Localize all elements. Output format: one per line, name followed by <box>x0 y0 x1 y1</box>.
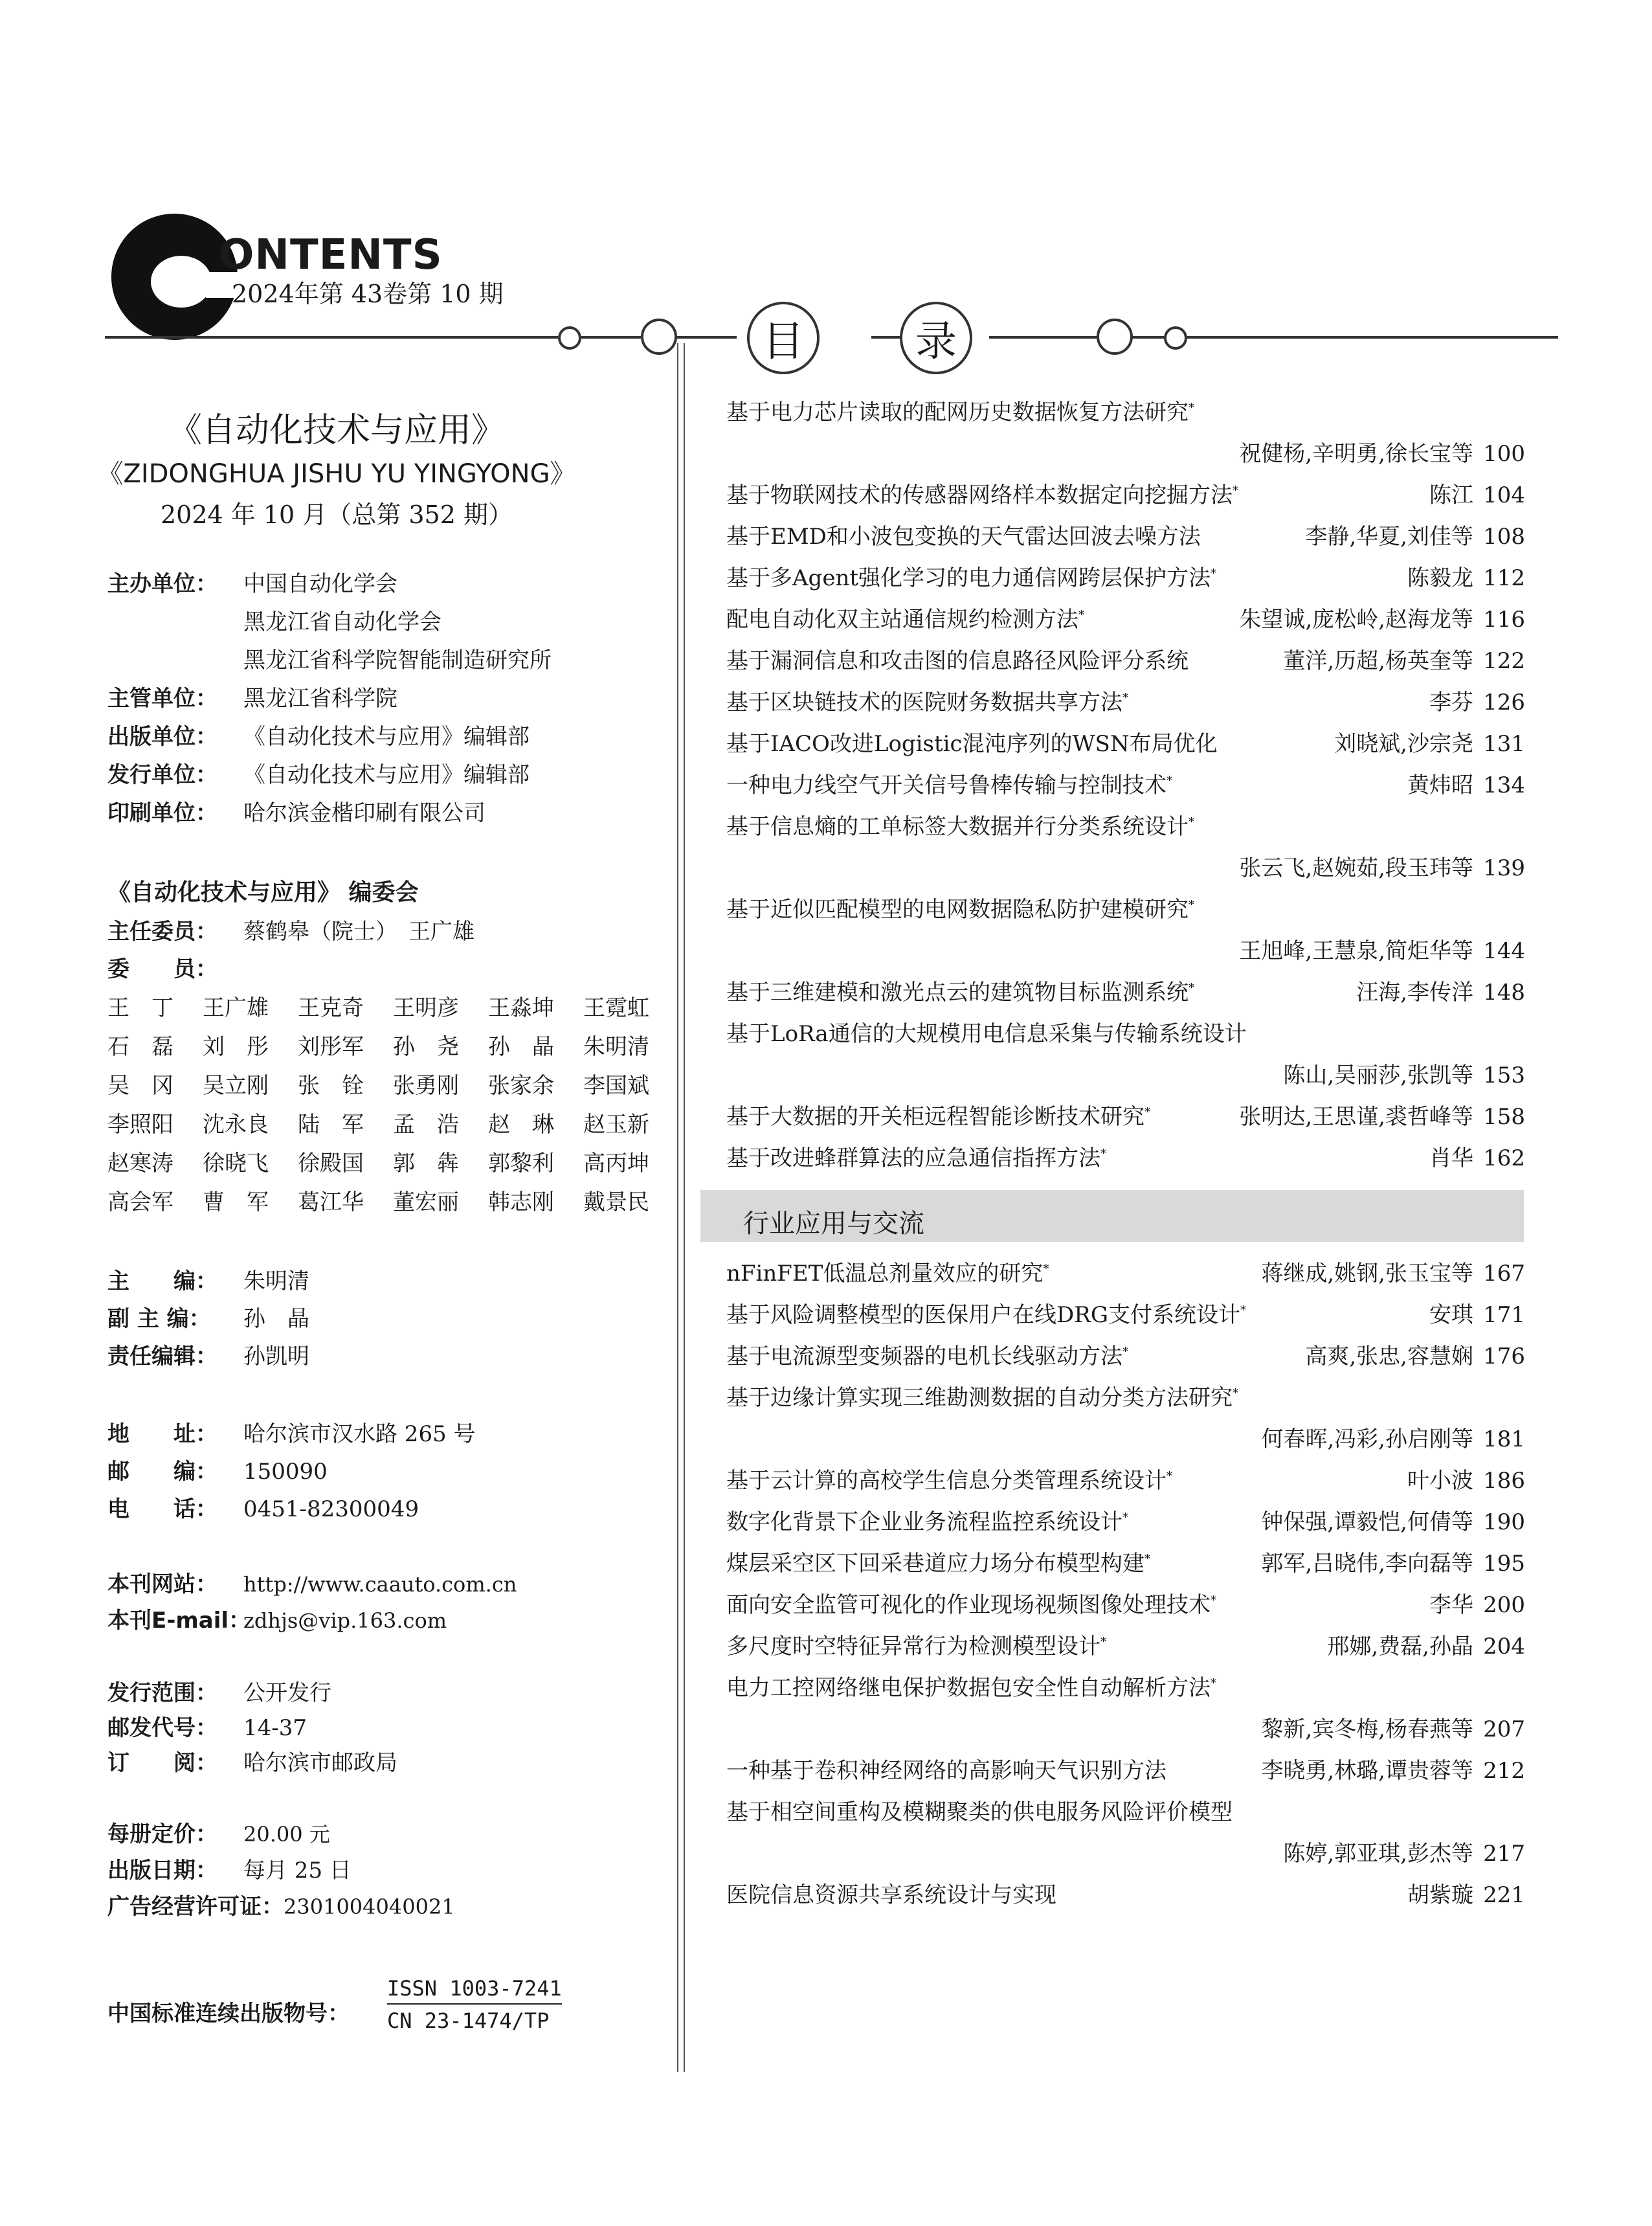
toc-entry-meta <box>1261 1760 1525 1782</box>
board-member: 高丙坤 <box>583 1151 649 1176</box>
toc-page-number[interactable]: 190 <box>1483 1509 1525 1535</box>
logo-c-hole <box>151 256 212 308</box>
toc-entry-title[interactable] <box>726 1511 1128 1533</box>
toc-star: * <box>1189 898 1194 912</box>
toc-authors: 黄炜昭 <box>1407 772 1473 798</box>
toc-page-number[interactable]: 167 <box>1483 1261 1525 1287</box>
journal-title: 《自动化技术与应用》 <box>168 411 505 450</box>
toc-star: * <box>1211 567 1216 581</box>
printer: 哈尔滨金楷印刷有限公司 <box>243 800 486 826</box>
toc-page-number[interactable]: 195 <box>1483 1551 1525 1577</box>
toc-entry-meta <box>1407 774 1525 796</box>
toc-star: * <box>1211 1593 1216 1608</box>
toc-authors: 黎新,宾冬梅,杨春燕等 <box>1261 1716 1473 1742</box>
toc-entry-title[interactable] <box>726 899 1194 921</box>
toc-entry-meta <box>1429 1147 1525 1169</box>
toc-authors: 朱望诚,庞松岭,赵海龙等 <box>1239 607 1473 633</box>
toc-title-text: 面向安全监管可视化的作业现场视频图像处理技术 <box>726 1592 1211 1618</box>
toc-entry-title[interactable] <box>726 1636 1106 1658</box>
toc-entry-meta <box>1261 1553 1525 1575</box>
toc-page-number[interactable]: 221 <box>1483 1882 1525 1908</box>
board-director-label: 主任委员： <box>107 919 218 945</box>
toc-title-text: 基于大数据的开关柜远程智能诊断技术研究 <box>726 1104 1144 1130</box>
toc-entry-meta <box>1429 484 1525 506</box>
toc-authors: 蒋继成,姚钢,张玉宝等 <box>1261 1261 1473 1287</box>
toc-page-number[interactable]: 162 <box>1483 1145 1525 1171</box>
toc-title-text: 一种基于卷积神经网络的高影响天气识别方法 <box>726 1758 1166 1784</box>
toc-star: * <box>1100 1147 1106 1161</box>
journal-pinyin: 《ZIDONGHUA JISHU YU YINGYONG》 <box>97 459 576 489</box>
sponsor-3: 黑龙江省科学院智能制造研究所 <box>243 647 552 673</box>
distributor: 《自动化技术与应用》编辑部 <box>243 762 530 788</box>
toc-star: * <box>1189 815 1194 829</box>
board-members-label-row <box>107 958 243 980</box>
toc-page-number[interactable]: 104 <box>1483 482 1525 508</box>
toc-entry-meta <box>1261 1511 1525 1533</box>
board-title: 《自动化技术与应用》 编委会 <box>107 879 419 906</box>
toc-authors: 郭军,吕晓伟,李向磊等 <box>1261 1551 1473 1577</box>
ad-license: 2301004040021 <box>284 1894 455 1919</box>
mu-circle <box>747 302 820 374</box>
column-divider <box>684 343 685 2072</box>
board-member: 董宏丽 <box>393 1189 459 1215</box>
subscribe-label: 订 阅： <box>107 1750 218 1776</box>
toc-entry-title[interactable] <box>726 609 1084 631</box>
responsible-editor-label: 责任编辑： <box>107 1343 218 1369</box>
board-member: 王克奇 <box>298 995 364 1021</box>
toc-page-number[interactable]: 108 <box>1483 524 1525 550</box>
board-member: 沈永良 <box>203 1112 269 1138</box>
address-label: 地 址： <box>107 1421 218 1447</box>
toc-page-number[interactable]: 131 <box>1483 731 1525 757</box>
toc-entry-meta <box>1261 1263 1525 1285</box>
toc-star: * <box>1122 1511 1128 1525</box>
toc-entry-meta <box>1239 857 1525 879</box>
postal-code-row <box>107 1717 307 1739</box>
price-row <box>107 1823 330 1845</box>
pub-date-row <box>107 1860 352 1882</box>
section-label: 行业应用与交流 <box>743 1209 924 1239</box>
toc-authors: 张明达,王思谨,裘哲峰等 <box>1239 1104 1473 1130</box>
toc-star: * <box>1078 608 1084 622</box>
toc-entry-title[interactable] <box>726 1470 1172 1492</box>
decor-ring <box>1097 319 1133 355</box>
toc-title-text: 基于近似匹配模型的电网数据隐私防护建模研究 <box>726 897 1189 923</box>
toc-entry-title[interactable] <box>726 1677 1216 1699</box>
printer-row <box>107 802 486 824</box>
toc-entry-meta <box>1261 1718 1525 1740</box>
toc-authors: 陈山,吴丽莎,张凯等 <box>1283 1062 1473 1088</box>
toc-star: * <box>1233 1386 1238 1400</box>
toc-authors: 陈婷,郭亚琪,彭杰等 <box>1283 1841 1473 1867</box>
deputy-editor-row <box>107 1308 309 1330</box>
toc-title-text: 基于多Agent强化学习的电力通信网跨层保护方法 <box>726 565 1211 591</box>
postal-code: 14-37 <box>243 1715 307 1741</box>
board-member: 孙 尧 <box>393 1034 459 1060</box>
chief-editor-row <box>107 1270 309 1292</box>
toc-authors: 何春晖,冯彩,孙启刚等 <box>1261 1426 1473 1452</box>
postal-code-label: 邮发代号： <box>107 1715 218 1741</box>
toc-page-number[interactable]: 204 <box>1483 1634 1525 1659</box>
toc-page-number[interactable]: 186 <box>1483 1468 1525 1494</box>
toc-page-number[interactable]: 112 <box>1483 565 1525 591</box>
distributor-row <box>107 764 530 786</box>
board-member: 王广雄 <box>203 995 269 1021</box>
board-member: 吴立刚 <box>203 1073 269 1099</box>
toc-title-text: 基于改进蜂群算法的应急通信指挥方法 <box>726 1145 1100 1171</box>
toc-entry-title[interactable] <box>726 567 1216 589</box>
board-member: 郭黎利 <box>488 1151 554 1176</box>
board-director: 蔡鹤皋（院士） 王广雄 <box>243 919 474 945</box>
toc-title-text: 基于EMD和小波包变换的天气雷达回波去噪方法 <box>726 524 1201 550</box>
board-member: 徐晓飞 <box>203 1151 269 1176</box>
toc-entry-title[interactable] <box>726 1553 1150 1575</box>
toc-entry-meta <box>1305 526 1525 548</box>
toc-entry-meta <box>1334 733 1525 755</box>
toc-entry-meta <box>1429 1304 1525 1326</box>
toc-title-text: 医院信息资源共享系统设计与实现 <box>726 1882 1056 1908</box>
board-members-row <box>107 1075 678 1097</box>
toc-authors: 钟保强,谭毅恺,何倩等 <box>1261 1509 1473 1535</box>
toc-page-number[interactable]: 200 <box>1483 1592 1525 1618</box>
price: 20.00 元 <box>243 1822 330 1847</box>
toc-entry-meta <box>1429 1594 1525 1616</box>
price-label: 每册定价： <box>107 1821 218 1847</box>
toc-title-text: nFinFET低温总剂量效应的研究 <box>726 1261 1044 1287</box>
toc-title-text: 基于信息熵的工单标签大数据并行分类系统设计 <box>726 814 1189 840</box>
toc-page-number[interactable]: 153 <box>1483 1062 1525 1088</box>
toc-entry-title[interactable] <box>726 1760 1166 1782</box>
toc-star: * <box>1122 691 1128 705</box>
toc-authors: 汪海,李传洋 <box>1356 980 1473 1006</box>
toc-entry-title[interactable] <box>726 733 1218 755</box>
decor-ring <box>558 326 581 350</box>
toc-title-text: 基于边缘计算实现三维勘测数据的自动分类方法研究 <box>726 1385 1233 1411</box>
toc-authors: 王旭峰,王慧泉,简炬华等 <box>1239 938 1473 964</box>
toc-page-number[interactable]: 126 <box>1483 690 1525 715</box>
board-member: 王淼坤 <box>488 995 554 1021</box>
toc-title-text: 基于相空间重构及模糊聚类的供电服务风险评价模型 <box>726 1799 1233 1825</box>
board-members-label: 委 员： <box>107 956 218 982</box>
distributor-label: 发行单位： <box>107 762 218 788</box>
postcode-label: 邮 编： <box>107 1459 218 1485</box>
board-member: 刘彤军 <box>298 1034 364 1060</box>
toc-entry-title[interactable] <box>726 1263 1049 1285</box>
board-member: 王 丁 <box>107 995 173 1021</box>
toc-entry-title[interactable] <box>726 1106 1150 1128</box>
toc-authors: 陈江 <box>1429 482 1473 508</box>
toc-entry-meta <box>1283 1064 1525 1086</box>
toc-title-text: 基于区块链技术的医院财务数据共享方法 <box>726 690 1122 715</box>
toc-page-number[interactable]: 134 <box>1483 772 1525 798</box>
publisher-label: 出版单位： <box>107 724 218 750</box>
website-row <box>107 1573 517 1595</box>
website-link[interactable]: http://www.caauto.com.cn <box>243 1572 517 1597</box>
toc-page-number[interactable]: 207 <box>1483 1716 1525 1742</box>
sponsor-row <box>107 573 397 595</box>
phone-label: 电 话： <box>107 1496 218 1522</box>
toc-star: * <box>1100 1635 1106 1649</box>
toc-authors: 李华 <box>1429 1592 1473 1618</box>
toc-star: * <box>1144 1105 1150 1119</box>
toc-entry-meta <box>1239 443 1525 465</box>
board-member: 李照阳 <box>107 1112 173 1138</box>
chief-editor: 朱明清 <box>243 1268 309 1294</box>
subscribe: 哈尔滨市邮政局 <box>243 1750 397 1776</box>
deputy-editor: 孙 晶 <box>243 1306 309 1332</box>
toc-title-text: 基于电力芯片读取的配网历史数据恢复方法研究 <box>726 399 1189 425</box>
board-members-row <box>107 1191 678 1213</box>
lu-circle <box>900 302 972 374</box>
ad-license-row <box>107 1896 455 1918</box>
toc-page-number[interactable]: 217 <box>1483 1841 1525 1867</box>
board-member: 石 磊 <box>107 1034 173 1060</box>
toc-star: * <box>1166 774 1172 788</box>
toc-star: * <box>1189 401 1194 415</box>
responsible-editor: 孙凯明 <box>243 1343 309 1369</box>
address: 哈尔滨市汉水路 265 号 <box>243 1421 476 1447</box>
toc-star: * <box>1122 1345 1128 1359</box>
lu-char: 录 <box>915 318 957 366</box>
issn-label: 中国标准连续出版物号： <box>107 2001 350 2027</box>
toc-authors: 高爽,张忠,容慧娴 <box>1305 1343 1473 1369</box>
toc-page-number[interactable]: 144 <box>1483 938 1525 964</box>
header-rule <box>1001 336 1558 339</box>
toc-authors: 李静,华夏,刘佳等 <box>1305 524 1473 550</box>
phone: 0451-82300049 <box>243 1496 419 1522</box>
toc-entry-title[interactable] <box>726 1147 1106 1169</box>
toc-authors: 刘晓斌,沙宗尧 <box>1334 731 1473 757</box>
postcode: 150090 <box>243 1459 328 1485</box>
board-member: 戴景民 <box>583 1189 649 1215</box>
toc-entry-meta <box>1407 567 1525 589</box>
board-member: 吴 冈 <box>107 1073 173 1099</box>
toc-entry-meta <box>1283 650 1525 672</box>
toc-entry-meta <box>1239 940 1525 962</box>
toc-title-text: 基于物联网技术的传感器网络样本数据定向挖掘方法 <box>726 482 1233 508</box>
toc-entry-title[interactable] <box>726 1801 1233 1823</box>
toc-page-number[interactable]: 158 <box>1483 1104 1525 1130</box>
toc-entry-meta <box>1261 1428 1525 1450</box>
toc-entry-title[interactable] <box>726 484 1238 506</box>
toc-entry-meta <box>1239 1106 1525 1128</box>
toc-title-text: 基于LoRa通信的大规模用电信息采集与传输系统设计 <box>726 1021 1247 1047</box>
sponsor-2: 黑龙江省自动化学会 <box>243 609 441 635</box>
board-member: 孙 晶 <box>488 1034 554 1060</box>
toc-entry-title[interactable] <box>726 1023 1247 1045</box>
contents-heading: ONTENTS <box>219 231 443 279</box>
sponsor-1: 中国自动化学会 <box>243 571 397 597</box>
toc-page-number[interactable]: 100 <box>1483 441 1525 467</box>
toc-page-number[interactable]: 181 <box>1483 1426 1525 1452</box>
board-member: 韩志刚 <box>488 1189 554 1215</box>
scope-row <box>107 1682 331 1704</box>
board-members-row <box>107 1114 678 1136</box>
issue-line: 2024年第 43卷第 10 期 <box>232 280 504 308</box>
toc-authors: 祝健杨,辛明勇,徐长宝等 <box>1239 441 1473 467</box>
header-rule <box>105 336 558 339</box>
toc-authors: 邢娜,费磊,孙晶 <box>1327 1634 1473 1659</box>
board-member: 赵 琳 <box>488 1112 554 1138</box>
toc-star: * <box>1166 1469 1172 1483</box>
toc-entry-meta <box>1407 1470 1525 1492</box>
toc-entry-title[interactable] <box>726 1345 1128 1367</box>
ad-license-label: 广告经营许可证： <box>107 1894 284 1920</box>
board-members-row <box>107 1152 678 1175</box>
toc-authors: 安琪 <box>1429 1302 1473 1328</box>
toc-entry-meta <box>1356 982 1525 1004</box>
pub-date-label: 出版日期： <box>107 1858 218 1883</box>
toc-entry-title[interactable] <box>726 526 1201 548</box>
toc-title-text: 煤层采空区下回采巷道应力场分布模型构建 <box>726 1551 1144 1577</box>
mu-char: 目 <box>763 318 804 366</box>
toc-page-number[interactable]: 176 <box>1483 1343 1525 1369</box>
board-member: 徐殿国 <box>298 1151 364 1176</box>
postcode-row <box>107 1461 328 1483</box>
board-director-row <box>107 921 474 943</box>
toc-entry-title[interactable] <box>726 816 1194 838</box>
toc-title-text: 基于风险调整模型的医保用户在线DRG支付系统设计 <box>726 1302 1241 1328</box>
toc-entry-meta <box>1407 1884 1525 1906</box>
toc-title-text: 一种电力线空气开关信号鲁棒传输与控制技术 <box>726 772 1166 798</box>
toc-title-text: 基于三维建模和激光点云的建筑物目标监测系统 <box>726 980 1189 1006</box>
email-label: 本刊E-mail： <box>107 1608 251 1634</box>
header-rule <box>581 336 641 339</box>
toc-authors: 张云飞,赵婉茹,段玉玮等 <box>1239 855 1473 881</box>
toc-authors: 李芬 <box>1429 690 1473 715</box>
board-member: 张勇刚 <box>393 1073 459 1099</box>
toc-authors: 叶小波 <box>1407 1468 1473 1494</box>
phone-row <box>107 1498 419 1520</box>
toc-entry-title[interactable] <box>726 982 1194 1004</box>
board-member: 曹 军 <box>203 1189 269 1215</box>
toc-entry-title[interactable] <box>726 691 1128 714</box>
toc-authors: 陈毅龙 <box>1407 565 1473 591</box>
header-rule <box>675 336 737 339</box>
toc-entry-meta <box>1283 1843 1525 1865</box>
toc-title-text: 基于IACO改进Logistic混沌序列的WSN布局优化 <box>726 731 1218 757</box>
journal-date: 2024 年 10 月（总第 352 期） <box>161 500 513 529</box>
toc-star: * <box>1144 1552 1150 1566</box>
website-label: 本刊网站： <box>107 1571 218 1597</box>
toc-page-number[interactable]: 139 <box>1483 855 1525 881</box>
toc-entry-meta <box>1429 691 1525 714</box>
board-members-row <box>107 997 678 1019</box>
toc-authors: 肖华 <box>1429 1145 1473 1171</box>
supervisor-label: 主管单位： <box>107 686 218 712</box>
toc-title-text: 多尺度时空特征异常行为检测模型设计 <box>726 1634 1100 1659</box>
toc-entry-meta <box>1327 1636 1525 1658</box>
toc-authors: 胡紫璇 <box>1407 1882 1473 1908</box>
board-member: 朱明清 <box>583 1034 649 1060</box>
toc-page-number[interactable]: 171 <box>1483 1302 1525 1328</box>
toc-star: * <box>1211 1676 1216 1691</box>
toc-title-text: 基于电流源型变频器的电机长线驱动方法 <box>726 1343 1122 1369</box>
pub-date: 每月 25 日 <box>243 1858 352 1883</box>
toc-page-number[interactable]: 148 <box>1483 980 1525 1006</box>
toc-page-number[interactable]: 212 <box>1483 1758 1525 1784</box>
toc-entry-title[interactable] <box>726 650 1189 672</box>
toc-title-text: 配电自动化双主站通信规约检测方法 <box>726 607 1078 633</box>
board-members-row <box>107 1036 678 1058</box>
board-member: 赵寒涛 <box>107 1151 173 1176</box>
toc-title-text: 数字化背景下企业业务流程监控系统设计 <box>726 1509 1122 1535</box>
toc-authors: 李晓勇,林璐,谭贵蓉等 <box>1261 1758 1473 1784</box>
toc-title-text: 电力工控网络继电保护数据包安全性自动解析方法 <box>726 1675 1211 1701</box>
toc-entry-title[interactable] <box>726 401 1194 423</box>
board-member: 葛江华 <box>298 1189 364 1215</box>
issn-number: ISSN 1003-7241 <box>387 1976 562 2005</box>
decor-ring <box>1164 326 1187 350</box>
board-member: 张家余 <box>488 1073 554 1099</box>
toc-entry-title[interactable] <box>726 1304 1246 1326</box>
toc-entry-title[interactable] <box>726 774 1172 796</box>
cn-number: CN 23-1474/TP <box>387 2008 550 2033</box>
supervisor-row <box>107 688 397 710</box>
email-link[interactable]: zdhjs@vip.163.com <box>243 1608 447 1633</box>
address-row <box>107 1423 476 1445</box>
responsible-editor-row <box>107 1345 309 1367</box>
scope-label: 发行范围： <box>107 1680 218 1706</box>
toc-authors: 董洋,历超,杨英奎等 <box>1283 648 1473 674</box>
board-member: 王明彦 <box>393 995 459 1021</box>
toc-entry-title[interactable] <box>726 1594 1216 1616</box>
publisher: 《自动化技术与应用》编辑部 <box>243 724 530 750</box>
printer-label: 印刷单位： <box>107 800 218 826</box>
board-member: 刘 彤 <box>203 1034 269 1060</box>
board-member: 张 铨 <box>298 1073 364 1099</box>
toc-star: * <box>1043 1262 1049 1276</box>
board-member: 郭 犇 <box>393 1151 459 1176</box>
toc-entry-title[interactable] <box>726 1387 1238 1409</box>
toc-star: * <box>1240 1303 1247 1318</box>
board-member: 李国斌 <box>583 1073 649 1099</box>
board-member: 陆 军 <box>298 1112 364 1138</box>
toc-entry-meta <box>1305 1345 1525 1367</box>
toc-star: * <box>1233 484 1238 498</box>
board-member: 王霓虹 <box>583 995 649 1021</box>
email-row <box>107 1610 447 1632</box>
deputy-editor-label: 副 主 编： <box>107 1306 211 1332</box>
supervisor: 黑龙江省科学院 <box>243 686 397 712</box>
chief-editor-label: 主 编： <box>107 1268 218 1294</box>
board-member: 高会军 <box>107 1189 173 1215</box>
toc-page-number[interactable]: 122 <box>1483 648 1525 674</box>
scope: 公开发行 <box>243 1680 331 1706</box>
subscribe-row <box>107 1752 397 1774</box>
toc-title-text: 基于漏洞信息和攻击图的信息路径风险评分系统 <box>726 648 1189 674</box>
board-member: 赵玉新 <box>583 1112 649 1138</box>
board-member: 孟 浩 <box>393 1112 459 1138</box>
sponsor-label: 主办单位： <box>107 571 218 597</box>
decor-ring <box>641 319 677 355</box>
toc-entry-meta <box>1239 609 1525 631</box>
toc-title-text: 基于云计算的高校学生信息分类管理系统设计 <box>726 1468 1166 1494</box>
toc-entry-title[interactable] <box>726 1884 1056 1906</box>
toc-page-number[interactable]: 116 <box>1483 607 1525 633</box>
toc-star: * <box>1189 981 1194 995</box>
publisher-row <box>107 726 530 748</box>
